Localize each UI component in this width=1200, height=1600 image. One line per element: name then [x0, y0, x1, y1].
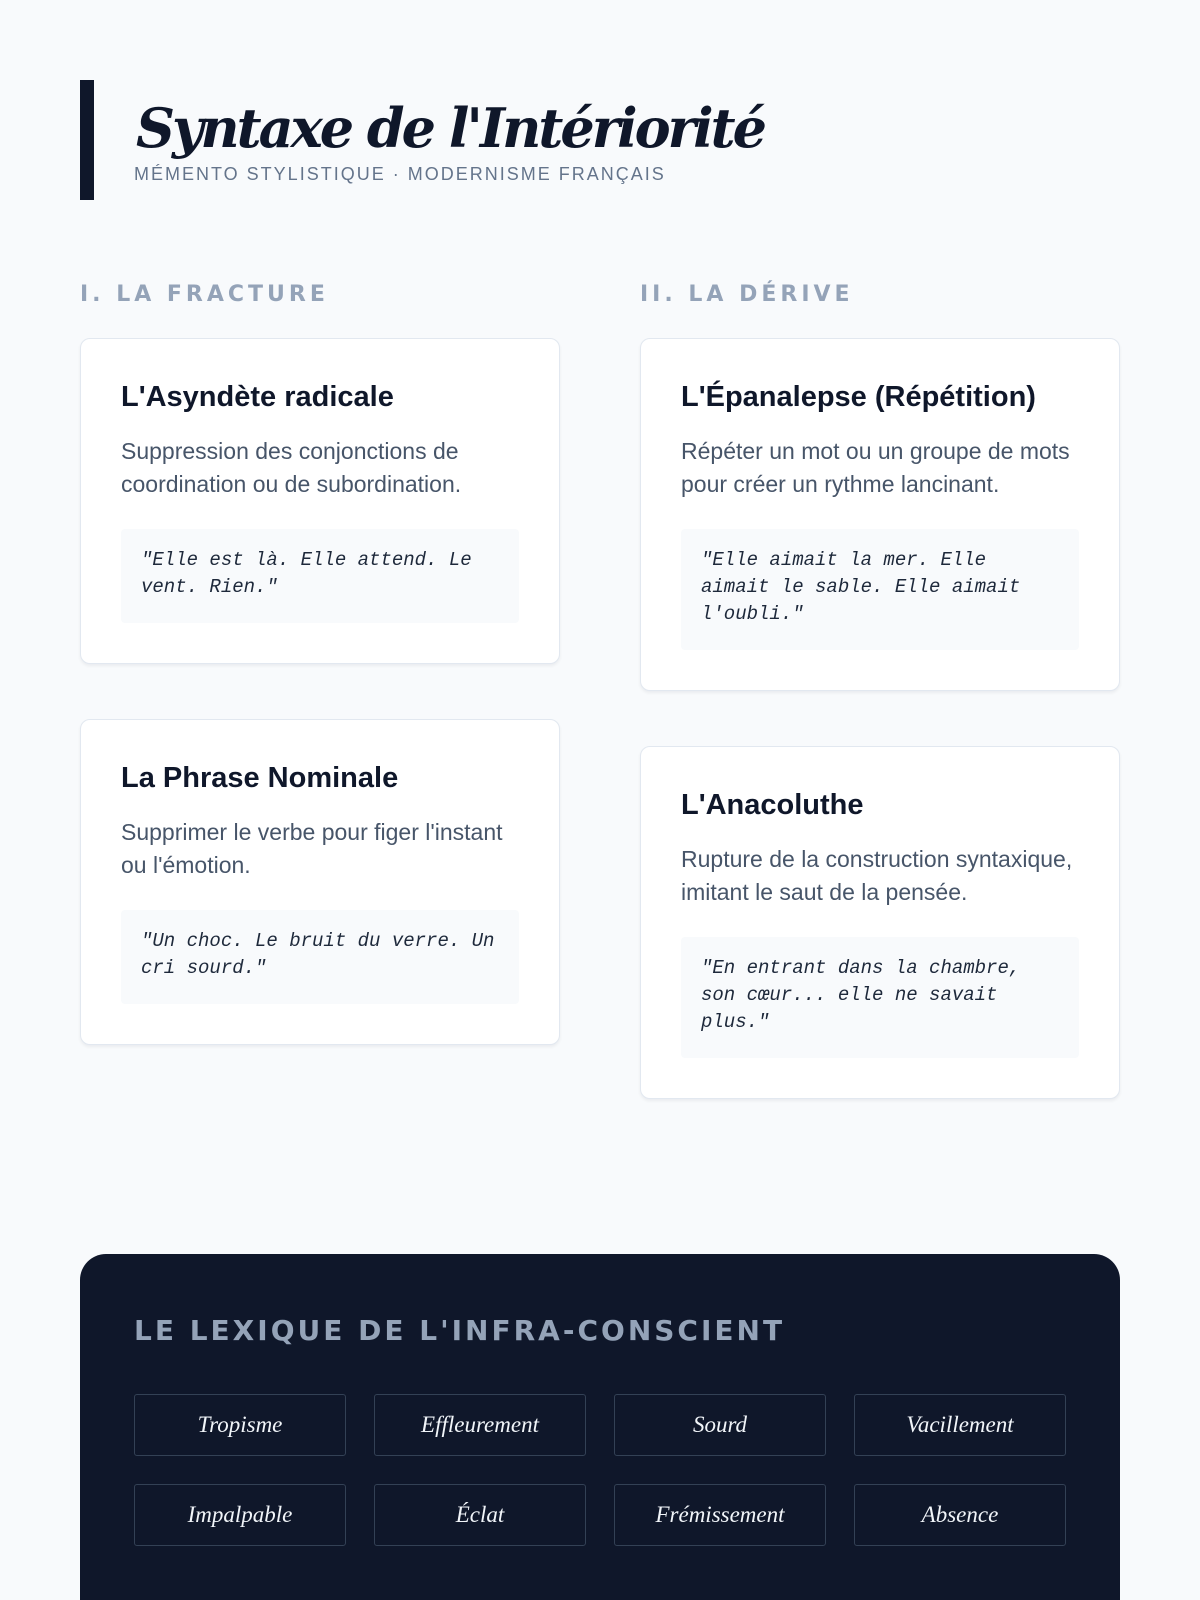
lexicon-word: Éclat: [374, 1484, 586, 1546]
card-example: "En entrant dans la chambre, son cœur... elle ne savait plus.": [681, 937, 1079, 1058]
page-title: Syntaxe de l'Intériorité: [136, 96, 764, 160]
lexicon-word: Sourd: [614, 1394, 826, 1456]
lexicon-word: Effleurement: [374, 1394, 586, 1456]
lexicon-word: Frémissement: [614, 1484, 826, 1546]
card-title: L'Asyndète radicale: [121, 381, 394, 413]
card-phrase-nominale: [80, 719, 560, 1045]
page-header: [80, 80, 880, 200]
card-title: L'Anacoluthe: [681, 789, 864, 821]
card-description: Suppression des conjonctions de coordination ou de subordination.: [121, 438, 462, 497]
lexicon-panel: [80, 1254, 1120, 1600]
lexicon-word: Impalpable: [134, 1484, 346, 1546]
card-description: Supprimer le verbe pour figer l'instant ou l'émotion.: [121, 819, 503, 878]
lexicon-title: LE LEXIQUE DE L'INFRA-CONSCIENT: [134, 1314, 786, 1347]
card-title: La Phrase Nominale: [121, 762, 399, 794]
column-derive: [640, 282, 1120, 1154]
lexicon-word: Absence: [854, 1484, 1066, 1546]
card-anacoluthe: [640, 746, 1120, 1099]
accent-bar: [80, 80, 94, 200]
card-example: "Elle aimait la mer. Elle aimait le sable. Elle aimait l'oubli.": [681, 529, 1079, 650]
card-epanalepse: [640, 338, 1120, 691]
card-description: Rupture de la construction syntaxique, imitant le saut de la pensée.: [681, 846, 1073, 905]
page-subtitle: MÉMENTO STYLISTIQUE · MODERNISME FRANÇAIS: [134, 164, 666, 184]
column-title: II. LA DÉRIVE: [640, 282, 854, 307]
card-example: "Elle est là. Elle attend. Le vent. Rien.": [121, 529, 519, 623]
lexicon-word-grid: [134, 1394, 1066, 1546]
column-fracture: [80, 282, 560, 1100]
card-description: Répéter un mot ou un groupe de mots pour créer un rythme lancinant.: [681, 438, 1070, 497]
card-example: "Un choc. Le bruit du verre. Un cri sourd.": [121, 910, 519, 1004]
card-asyndete: [80, 338, 560, 664]
lexicon-word: Vacillement: [854, 1394, 1066, 1456]
card-title: L'Épanalepse (Répétition): [681, 381, 1036, 413]
lexicon-word: Tropisme: [134, 1394, 346, 1456]
column-title: I. LA FRACTURE: [80, 282, 329, 307]
